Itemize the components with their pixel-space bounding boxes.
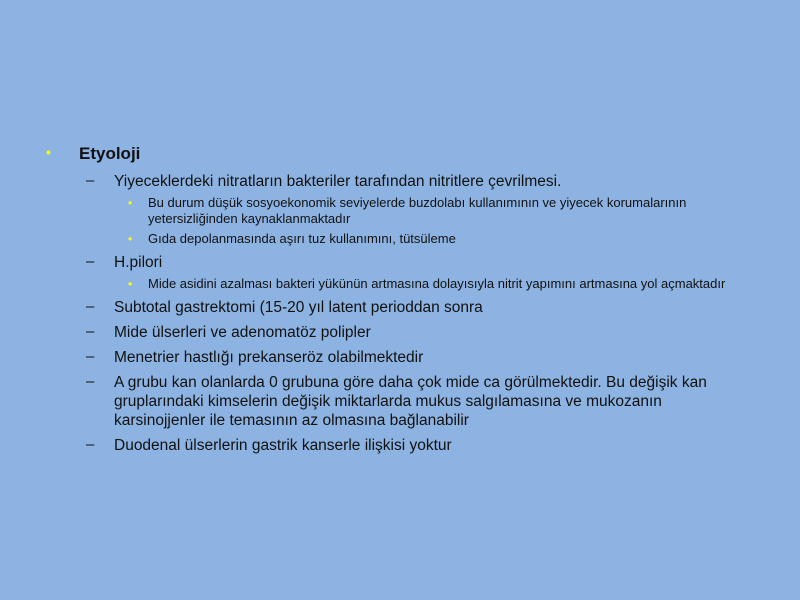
outline-item-text: Bu durum düşük sosyoekonomik seviyelerde buzdolabı kullanımının ve yiyecek korumalarının yetersizliğinden kaynaklanmaktadır: [148, 195, 687, 226]
dash-bullet-icon: –: [86, 348, 95, 365]
dash-bullet-icon: –: [86, 172, 95, 189]
outline-item-text: Duodenal ülserlerin gastrik kanserle ilişkisi yoktur: [114, 437, 452, 454]
outline-item-text: Etyoloji: [79, 144, 141, 163]
outline-item-hpilori: [46, 253, 746, 272]
yellow-bullet-icon: •: [46, 144, 51, 160]
dash-bullet-icon: –: [86, 253, 95, 270]
outline-item-text: H.pilori: [114, 254, 163, 271]
dash-bullet-icon: –: [86, 298, 95, 315]
outline-item-text: Menetrier hastlığı prekanseröz olabilmektedir: [114, 349, 424, 366]
outline-item-text: Gıda depolanmasında aşırı tuz kullanımını, tütsüleme: [148, 231, 456, 246]
outline-item-text: A grubu kan olanlarda 0 grubuna göre daha çok mide ca görülmektedir. Bu değişik kan gruplarındaki kimselerin değişik miktarlarda mukus salgılamasına ve mukozanın karsinojjenler ile temasının az olmasına bağlanabilir: [114, 374, 707, 429]
dash-bullet-icon: –: [86, 373, 95, 390]
outline-item-text: Subtotal gastrektomi (15-20 yıl latent perioddan sonra: [114, 299, 483, 316]
outline-item-menetrier: [46, 348, 746, 367]
outline-item-buzdolabi: [46, 195, 746, 227]
outline-item-mide-asidi: [46, 276, 746, 292]
outline-item-duodenal: [46, 436, 746, 455]
outline-item-text: Mide ülserleri ve adenomatöz polipler: [114, 324, 371, 341]
slide-body: [46, 142, 746, 455]
outline-item-nitrat: [46, 172, 746, 191]
outline-item-gastrektomi: [46, 298, 746, 317]
yellow-bullet-icon: •: [128, 232, 133, 246]
yellow-bullet-icon: •: [128, 277, 133, 291]
outline-item-etyoloji: [46, 142, 746, 166]
outline-item-text: Yiyeceklerdeki nitratların bakteriler tarafından nitritlere çevrilmesi.: [114, 173, 562, 190]
outline-item-kan-grubu: [46, 373, 746, 430]
yellow-bullet-icon: •: [128, 196, 133, 210]
dash-bullet-icon: –: [86, 436, 95, 453]
dash-bullet-icon: –: [86, 323, 95, 340]
outline-item-ulser-polip: [46, 323, 746, 342]
outline-item-text: Mide asidini azalması bakteri yükünün artmasına dolayısıyla nitrit yapımını artmasına yol açmaktadır: [148, 276, 726, 291]
outline-item-tuz: [46, 231, 746, 247]
